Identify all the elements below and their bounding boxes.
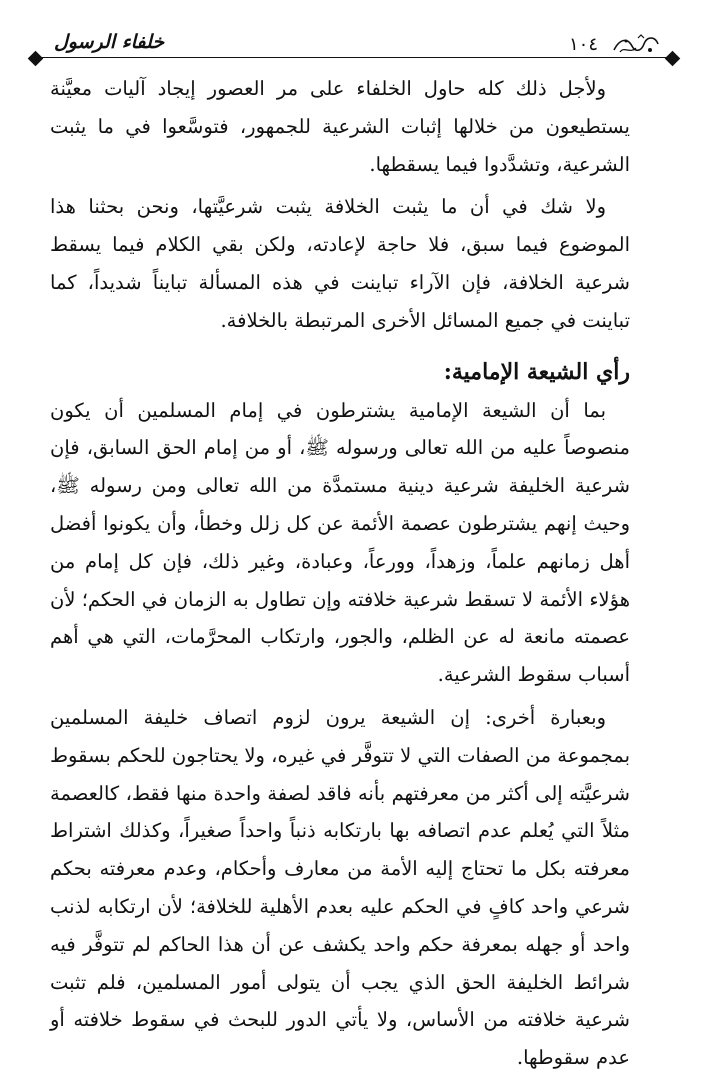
paragraph-1: ولأجل ذلك كله حاول الخلفاء على مر العصور إيجاد آليات معيَّنة يستطيعون من خلالها إثبات الشرعية للجمهور، فتوسَّعوا في ما يثبت الشرعية، وتشدَّدوا فيما يسقطها. — [50, 77, 630, 176]
section-heading-label: رأي الشيعة الإمامية — [451, 358, 630, 385]
paragraph-3: بما أن الشيعة الإمامية يشترطون في إمام المسلمين أن يكون منصوصاً عليه من الله تعالى ورسوله ﷺ، أو من إمام الحق السابق، فإن شرعية الخليفة شرعية دينية مستمدَّة من الله تعالى ومن رسوله ﷺ، وحيث إنهم يشترطون عصمة الأئمة عن كل زلل وخطأ، وأن يكونوا أفضل أهل زمانهم علماً، وزهداً، وورعاً، وعبادة، وغير ذلك، فإن كل إمام من هؤلاء الأئمة لا تسقط شرعية خلافته وإن تطاول به الزمان في الحكم؛ لأن عصمته مانعة له عن الظلم، والجور، وارتكاب المحرَّمات، التي هي أهم أسباب سقوط الشرعية. — [50, 398, 630, 687]
section-heading-colon: : — [443, 358, 452, 385]
header-rule — [36, 57, 672, 58]
diamond-ornament-left — [28, 51, 44, 67]
diamond-ornament-right — [665, 51, 681, 67]
page-number: ١٠٤ — [568, 34, 598, 55]
page-header — [28, 30, 680, 64]
paragraph-2: ولا شك في أن ما يثبت الخلافة يثبت شرعيَّتها، ونحن بحثنا هذا الموضوع فيما سبق، فلا حاجة لإعادته، ولكن بقي الكلام فيما يسقط شرعية الخلافة، فإن الآراء تباينت في هذه المسألة تبايناً شديداً، كما تباينت في جميع المسائل الأخرى المرتبطة بالخلافة. — [50, 195, 630, 332]
body-text — [50, 70, 630, 1077]
section-heading — [50, 352, 630, 392]
paragraph-4: وبعبارة أخرى: إن الشيعة يرون لزوم اتصاف خليفة المسلمين بمجموعة من الصفات التي لا تتوفَّر في غيره، ولا يحتاجون للحكم بسقوط شرعيَّته إلى أكثر من معرفتهم بأنه فاقد لصفة واحدة منها فقط، كالعصمة مثلاً التي يُعلم عدم اتصافه بها بارتكابه ذنباً واحداً صغيراً، وكذلك اشتراط معرفته بكل ما تحتاج إليه الأمة من معارف وأحكام، وعدم معرفته بحكم شرعي واحد كافٍ في الحكم عليه بعدم الأهلية للخلافة؛ لأن ارتكابه لذنب واحد أو جهله بمعرفة حكم واحد يكشف عن أن هذا الحاكم لم تتوفَّر فيه شرائط الخليفة الحق الذي يجب أن يتولى أمور المسلمين، فلم تثبت شرعية خلافته من الأساس، ولا يأتي الدور للبحث في سقوط خلافته أو عدم سقوطها. — [50, 705, 630, 1070]
running-title: خلفاء الرسول — [54, 31, 165, 53]
decorative-flourish-icon — [610, 32, 662, 58]
